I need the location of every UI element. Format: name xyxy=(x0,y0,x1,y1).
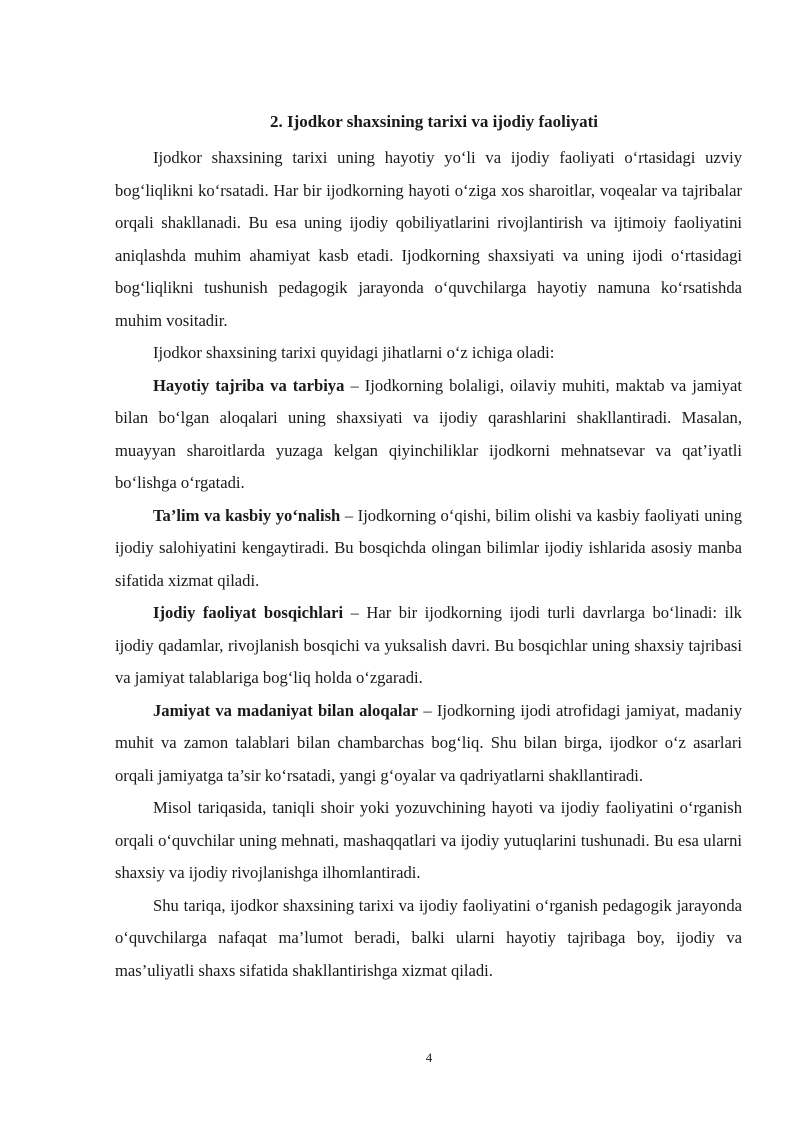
paragraph-society-culture xyxy=(115,695,742,793)
paragraph-intro: Ijodkor shaxsining tarixi uning hayotiy yo‘li va ijodiy faoliyati o‘rtasidagi uzviy bog‘liqlikni ko‘rsatadi. Har bir ijodkorning hayoti o‘ziga xos sharoitlar, voqealar va tajribalar orqali shakllanadi. Bu esa uning ijodiy qobiliyatlarini rivojlantirish va ijtimoiy faoliyatini aniqlashda muhim ahamiyat kasb etadi. Ijodkorning shaxsiyati va uning ijodi o‘rtasidagi bog‘liqlikni tushunish pedagogik jarayonda o‘quvchilarga hayotiy namuna ko‘rsatishda muhim vositadir. xyxy=(115,148,742,330)
text-education: – Ijodkorning o‘qishi, bilim olishi va kasbiy faoliyati uning ijodiy salohiyatini kengaytiradi. Bu bosqichda olingan bilimlar ijodiy ishlarida asosiy manba sifatida xizmat qiladi. xyxy=(115,505,743,590)
paragraph-conclusion: Shu tariqa, ijodkor shaxsining tarixi va ijodiy faoliyatini o‘rganish pedagogik jarayonda o‘quvchilarga nafaqat ma’lumot beradi, balki ularni hayotiy tajribaga boy, ijodiy va mas’uliyatli shaxs sifatida shakllantirishga xizmat qiladi. xyxy=(115,895,742,980)
paragraph-aspects-lead: Ijodkor shaxsining tarixi quyidagi jihatlarni o‘z ichiga oladi: xyxy=(153,343,555,362)
text-life-experience: – Ijodkorning bolaligi, oilaviy muhiti, maktab va jamiyat bilan bo‘lgan aloqalari uning shaxsiyati va ijodiy qarashlarini shakllantiradi. Masalan, muayyan sharoitlarda yuzaga kelgan qiyinchiliklar ijodkorni mehnatsevar va qat’iyatli bo‘lishga o‘rgatadi. xyxy=(115,375,743,492)
document-body xyxy=(115,142,742,987)
paragraph-education xyxy=(115,500,742,598)
text-society-culture: – Ijodkorning ijodi atrofidagi jamiyat, madaniy muhit va zamon talablari bilan chambarchas bog‘liq. Shu bilan birga, ijodkor o‘z asarlari orqali jamiyatga ta’sir ko‘rsatadi, yangi g‘oyalar va qadriyatlarni shakllantiradi. xyxy=(115,700,742,785)
term-creative-stages: Ijodiy faoliyat bosqichlari xyxy=(153,603,344,622)
page-number: 4 xyxy=(425,1050,433,1065)
section-heading: 2. Ijodkor shaxsining tarixi va ijodiy faoliyati xyxy=(270,112,598,131)
paragraph-creative-stages xyxy=(115,597,742,695)
term-education: Ta’lim va kasbiy yo‘nalish xyxy=(153,505,341,525)
term-society-culture: Jamiyat va madaniyat bilan aloqalar xyxy=(153,700,419,720)
text-creative-stages: – Har bir ijodkorning ijodi turli davrlarga bo‘linadi: ilk ijodiy qadamlar, rivojlanish bosqichi va yuksalish davri. Bu bosqichlar uning shaxsiy tajribasi va jamiyat talablariga bog‘liq holda o‘zgaradi. xyxy=(115,603,742,687)
paragraph-life-experience xyxy=(115,370,742,500)
term-life-experience: Hayotiy tajriba va tarbiya xyxy=(153,375,345,395)
paragraph-example: Misol tariqasida, taniqli shoir yoki yozuvchining hayoti va ijodiy faoliyatini o‘rganish orqali o‘quvchilar uning mehnati, mashaqqatlari va ijodiy yutuqlarini tushunadi. Bu esa ularni shaxsiy va ijodiy rivojlanishga ilhomlantiradi. xyxy=(115,798,742,882)
